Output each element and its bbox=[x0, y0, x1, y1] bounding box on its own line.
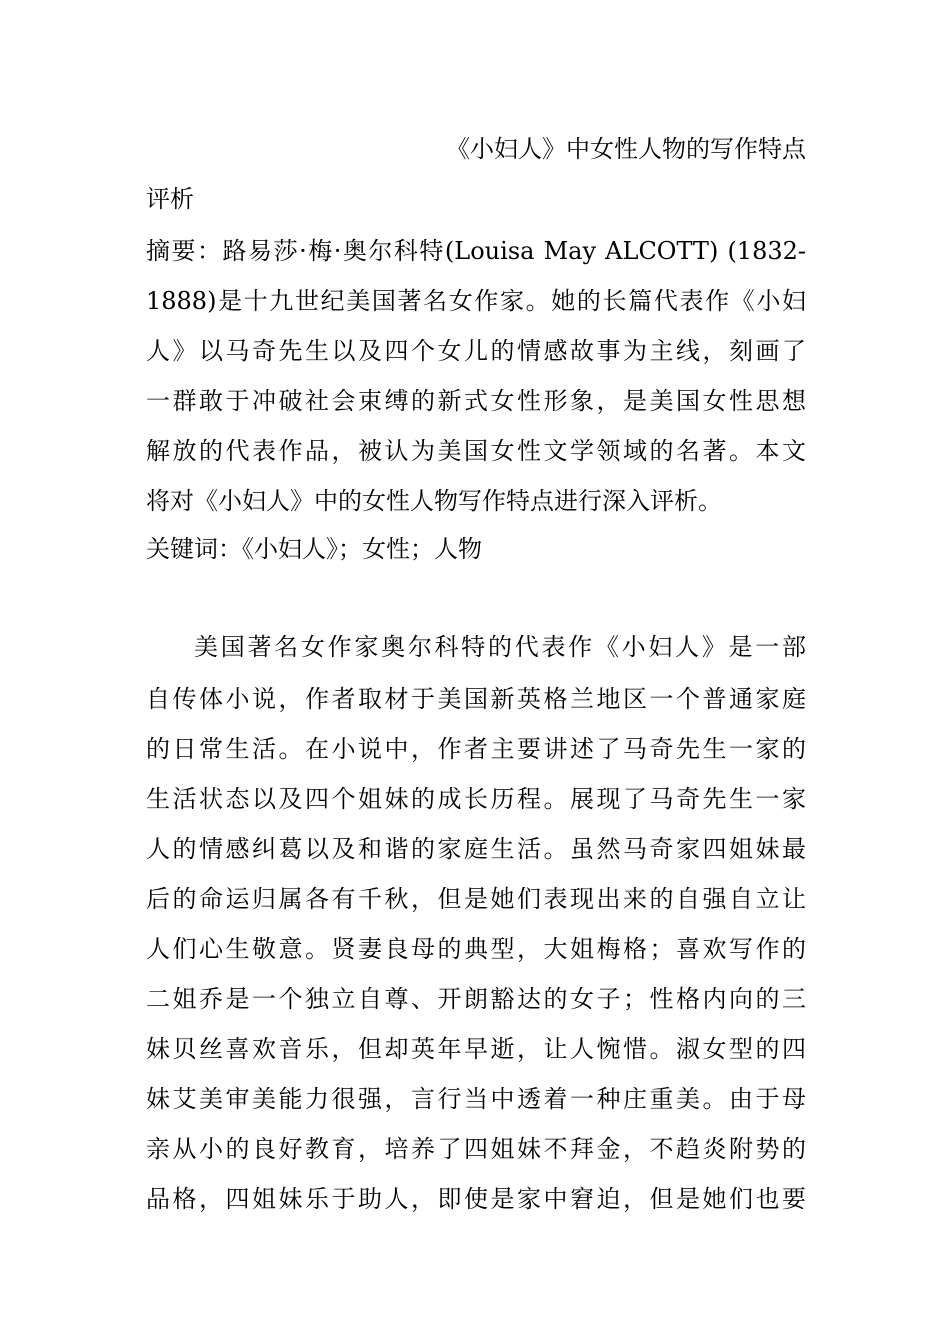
body-line: 后的命运归属各有千秋，但是她们表现出来的自强自立让 bbox=[146, 885, 806, 913]
body-line: 人的情感纠葛以及和谐的家庭生活。虽然马奇家四姐妹最 bbox=[146, 835, 806, 863]
abstract-line: 一群敢于冲破社会束缚的新式女性形象，是美国女性思想 bbox=[146, 387, 806, 415]
abstract-line: 1888)是十九世纪美国著名女作家。她的长篇代表作《小妇 bbox=[146, 287, 806, 315]
body-line: 妹艾美审美能力很强，言行当中透着一种庄重美。由于母 bbox=[146, 1085, 806, 1113]
keywords: 关键词：《小妇人》；女性；人物 bbox=[146, 535, 482, 563]
abstract-line: 人》以马奇先生以及四个女儿的情感故事为主线，刻画了 bbox=[146, 337, 806, 365]
body-line: 人们心生敬意。贤妻良母的典型，大姐梅格；喜欢写作的 bbox=[146, 935, 806, 963]
body-line: 生活状态以及四个姐妹的成长历程。展现了马奇先生一家 bbox=[146, 785, 806, 813]
abstract-line: 摘要：路易莎·梅·奥尔科特(Louisa May ALCOTT) (1832- bbox=[146, 237, 806, 265]
document-title: 《小妇人》中女性人物的写作特点 bbox=[446, 135, 806, 163]
body-line: 的日常生活。在小说中，作者主要讲述了马奇先生一家的 bbox=[146, 735, 806, 763]
document-title-continuation: 评析 bbox=[146, 185, 194, 213]
body-line: 亲从小的良好教育，培养了四姐妹不拜金，不趋炎附势的 bbox=[146, 1135, 806, 1163]
body-line: 妹贝丝喜欢音乐，但却英年早逝，让人惋惜。淑女型的四 bbox=[146, 1035, 806, 1063]
body-line: 品格，四姐妹乐于助人，即使是家中窘迫，但是她们也要 bbox=[146, 1185, 806, 1213]
abstract-line: 将对《小妇人》中的女性人物写作特点进行深入评析。 bbox=[146, 487, 722, 515]
body-line: 自传体小说，作者取材于美国新英格兰地区一个普通家庭 bbox=[146, 685, 806, 713]
body-line: 二姐乔是一个独立自尊、开朗豁达的女子；性格内向的三 bbox=[146, 985, 806, 1013]
body-line: 美国著名女作家奥尔科特的代表作《小妇人》是一部 bbox=[194, 633, 806, 661]
abstract-line: 解放的代表作品，被认为美国女性文学领域的名著。本文 bbox=[146, 437, 806, 465]
